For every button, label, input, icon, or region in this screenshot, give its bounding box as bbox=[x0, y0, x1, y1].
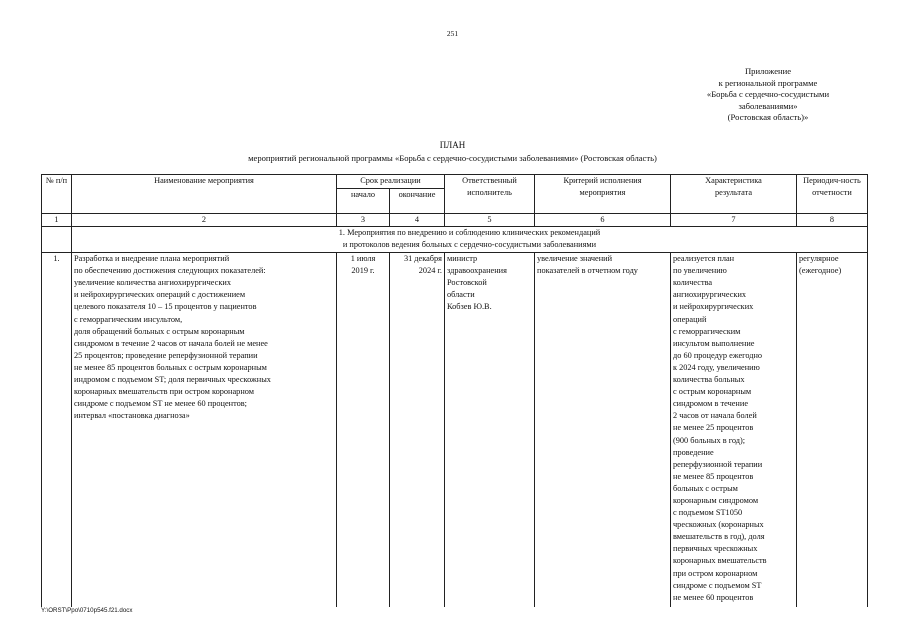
section-heading: 1. Мероприятия по внедрению и соблюдению клинических рекомендаций и протоколов ведения больных с сердечно-сосудистыми заболеваниями bbox=[72, 227, 868, 253]
page-number: 251 bbox=[446, 29, 459, 38]
row-num: 1. bbox=[42, 253, 72, 607]
row-start: 1 июля 2019 г. bbox=[337, 253, 390, 607]
col-number: 7 bbox=[671, 214, 797, 227]
appendix-line: (Ростовская область)» bbox=[727, 112, 809, 123]
row-end: 31 декабря 2024 г. bbox=[390, 253, 445, 607]
row-responsible: министр здравоохранения Ростовской области Кобзев Ю.В. bbox=[445, 253, 535, 607]
header-period: Срок реализации bbox=[337, 175, 445, 189]
document-title: ПЛАН bbox=[439, 140, 466, 150]
col-number: 8 bbox=[797, 214, 868, 227]
file-path-footer: Y:\ORST\Ppo\0710p545.f21.docx bbox=[41, 607, 133, 614]
col-number: 2 bbox=[72, 214, 337, 227]
col-number: 5 bbox=[445, 214, 535, 227]
appendix-line: к региональной программе bbox=[718, 77, 818, 88]
row-criterion: увеличение значений показателей в отчетном году bbox=[535, 253, 671, 607]
row-name: Разработка и внедрение плана мероприятий по обеспечению достижения следующих показателей: увеличение количества ангиохирургических и нейрохирургических операций с достижением целевого показателя 10 – 15 процентов у пациентов с геморрагическим инсультом, доля обращений больных с острым коронарным синдромом в течение 2 часов от начала болей не менее 25 процентов; проведение реперфузионной терапии не менее 85 процентов больных с острым коронарным индромом с подъемом ST; доля первичных чрескожных коронарных вмешательств при остром коронарном синдроме с подъемом ST не менее 60 процентов; интервал «постановка диагноза» bbox=[72, 253, 337, 607]
header-criterion: Критерий исполнения мероприятия bbox=[535, 175, 671, 214]
appendix-line: «Борьба с сердечно-сосудистыми bbox=[706, 89, 830, 100]
appendix-line: заболеваниями» bbox=[738, 100, 798, 111]
document-subtitle: мероприятий региональной программы «Борьба с сердечно-сосудистыми заболеваниями» (Ростовская область) bbox=[248, 153, 657, 163]
col-number: 6 bbox=[535, 214, 671, 227]
appendix-block bbox=[688, 66, 848, 124]
header-name: Наименование мероприятия bbox=[72, 175, 337, 214]
header-start: начало bbox=[337, 189, 390, 214]
header-responsible: Ответственный исполнитель bbox=[445, 175, 535, 214]
header-result: Характеристика результата bbox=[671, 175, 797, 214]
header-frequency: Периодич-ность отчетности bbox=[797, 175, 868, 214]
header-num: № п/п bbox=[42, 175, 72, 214]
col-number: 4 bbox=[390, 214, 445, 227]
header-end: окончание bbox=[390, 189, 445, 214]
col-number: 1 bbox=[42, 214, 72, 227]
appendix-line: Приложение bbox=[744, 66, 792, 76]
row-result: реализуется план по увеличению количества ангиохирургических и нейрохирургических операций с геморрагическим инсультом выполнение до 60 процедур ежегодно к 2024 году, увеличению количества больных с острым коронарным синдромом в течение 2 часов от начала болей не менее 25 процентов (900 больных в год); проведение реперфузионной терапии не менее 85 процентов больных с острым коронарным синдромом с подъемом ST1050 чрескожных (коронарных вмешательств в год), доля первичных чрескожных коронарных вмешательств при остром коронарном синдроме с подъемом ST не менее 60 процентов bbox=[671, 253, 797, 607]
col-number: 3 bbox=[337, 214, 390, 227]
plan-table bbox=[41, 174, 868, 607]
row-frequency: регулярное (ежегодное) bbox=[797, 253, 868, 607]
